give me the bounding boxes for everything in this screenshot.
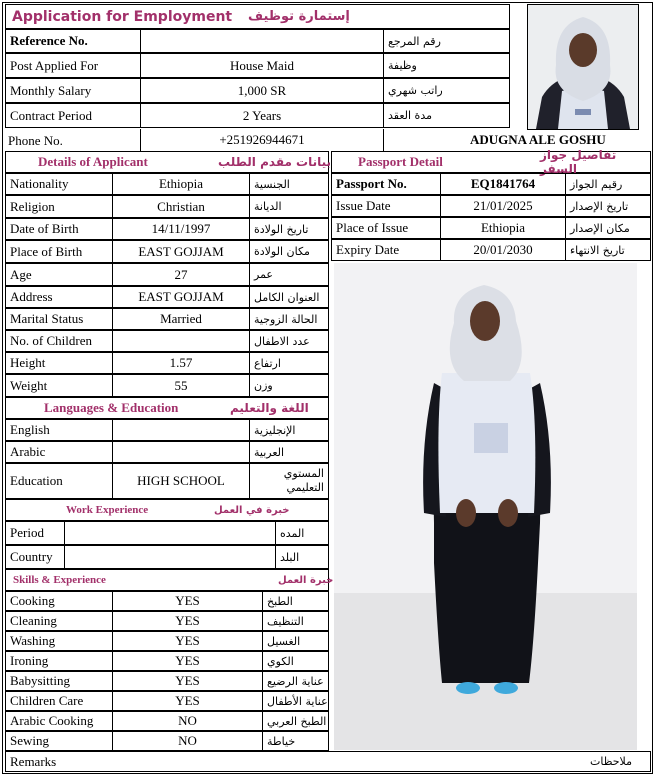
lang-arabic-ar: العربية (249, 441, 329, 463)
reference-value (140, 29, 384, 53)
contract-label: Contract Period (5, 103, 141, 128)
detail-place-of-birth-value: EAST GOJJAM (112, 240, 250, 263)
detail-nationality-label: Nationality (5, 173, 113, 195)
passport-expiry-date-value: 20/01/2030 (440, 239, 566, 261)
detail-date-of-birth-ar: تاريخ الولادة (249, 218, 329, 240)
form-title-ar: إستمارة توظيف (248, 9, 350, 24)
detail-no-of-children-value (112, 330, 250, 352)
detail-weight-value: 55 (112, 374, 250, 397)
detail-height-label: Height (5, 352, 113, 374)
detail-marital-status-label: Marital Status (5, 308, 113, 330)
passport-expiry-date-ar: تاريخ الانتهاء (565, 239, 651, 261)
salary-ar: راتب شهري (383, 78, 510, 103)
skill-sewing-label: Sewing (5, 731, 113, 751)
skill-ironing-ar: الكوي (262, 651, 329, 671)
passport-passport-no-label: Passport No. (331, 173, 441, 195)
detail-age-value: 27 (112, 263, 250, 286)
detail-height-ar: ارتفاع (249, 352, 329, 374)
passport-passport-no-value: EQ1841764 (440, 173, 566, 195)
remarks-label: Remarks (10, 753, 57, 769)
skill-children-care-label: Children Care (5, 691, 113, 711)
skill-ironing-value: YES (112, 651, 263, 671)
passport-place-of-issue-label: Place of Issue (331, 217, 441, 239)
passport-issue-date-value: 21/01/2025 (440, 195, 566, 217)
education-value: HIGH SCHOOL (112, 463, 250, 499)
skill-cleaning-label: Cleaning (5, 611, 113, 631)
salary-label: Monthly Salary (5, 78, 141, 103)
reference-ar: رقم المرجع (383, 29, 510, 53)
details-title-en: Details of Applicant (38, 154, 148, 169)
detail-no-of-children-ar: عدد الاطفال (249, 330, 329, 352)
work-title-en: Work Experience (66, 504, 149, 516)
remarks-row (5, 751, 651, 772)
work-country-value (64, 545, 276, 569)
skill-sewing-value: NO (112, 731, 263, 751)
detail-address-label: Address (5, 286, 113, 308)
passport-expiry-date-label: Expiry Date (331, 239, 441, 261)
detail-age-ar: عمر (249, 263, 329, 286)
phone-label: Phone No. (8, 133, 63, 148)
remarks-ar: ملاحظات (590, 755, 632, 768)
detail-address-value: EAST GOJJAM (112, 286, 250, 308)
languages-title-en: Languages & Education (44, 400, 179, 415)
applicant-full-photo (334, 263, 637, 750)
detail-address-ar: العنوان الكامل (249, 286, 329, 308)
detail-weight-ar: وزن (249, 374, 329, 397)
post-value: House Maid (140, 53, 384, 78)
skill-babysitting-ar: عناية الرضيع (262, 671, 329, 691)
work-country-ar: البلد (275, 545, 329, 569)
detail-place-of-birth-label: Place of Birth (5, 240, 113, 263)
skill-cooking-label: Cooking (5, 591, 113, 611)
passport-title-ar: تفاصيل جواز السفر (540, 148, 617, 176)
education-label: Education (5, 463, 113, 499)
education-ar: المستوي التعليمي (249, 463, 329, 499)
languages-title-ar: اللغة والتعليم (230, 401, 309, 415)
detail-religion-ar: الديانة (249, 195, 329, 218)
contract-value: 2 Years (140, 103, 384, 128)
skill-cleaning-value: YES (112, 611, 263, 631)
skill-children-care-ar: عناية الأطفال (262, 691, 329, 711)
salary-value: 1,000 SR (140, 78, 384, 103)
detail-weight-label: Weight (5, 374, 113, 397)
lang-arabic-label: Arabic (5, 441, 113, 463)
work-country-label: Country (5, 545, 65, 569)
lang-english-label: English (5, 419, 113, 441)
lang-english-ar: الإنجليزية (249, 419, 329, 441)
detail-age-label: Age (5, 263, 113, 286)
skill-washing-ar: الغسيل (262, 631, 329, 651)
skill-babysitting-value: YES (112, 671, 263, 691)
detail-height-value: 1.57 (112, 352, 250, 374)
skill-children-care-value: YES (112, 691, 263, 711)
detail-no-of-children-label: No. of Children (5, 330, 113, 352)
detail-nationality-ar: الجنسية (249, 173, 329, 195)
skills-title-en: Skills & Experience (13, 574, 106, 586)
detail-date-of-birth-label: Date of Birth (5, 218, 113, 240)
skill-cooking-value: YES (112, 591, 263, 611)
skill-cooking-ar: الطبخ (262, 591, 329, 611)
passport-place-of-issue-value: Ethiopia (440, 217, 566, 239)
lang-arabic-value (112, 441, 250, 463)
skill-arabic-cooking-label: Arabic Cooking (5, 711, 113, 731)
detail-place-of-birth-ar: مكان الولادة (249, 240, 329, 263)
work-title-ar: خبرة في العمل (214, 504, 290, 516)
skill-ironing-label: Ironing (5, 651, 113, 671)
passport-passport-no-ar: رقيم الجواز (565, 173, 651, 195)
passport-place-of-issue-ar: مكان الإصدار (565, 217, 651, 239)
detail-date-of-birth-value: 14/11/1997 (112, 218, 250, 240)
detail-marital-status-value: Married (112, 308, 250, 330)
work-period-value (64, 521, 276, 545)
passport-title-en: Passport Detail (358, 154, 443, 169)
skills-title-ar: خبرة العمل (278, 574, 334, 586)
passport-issue-date-ar: تاريخ الإصدار (565, 195, 651, 217)
detail-marital-status-ar: الحالة الزوجية (249, 308, 329, 330)
detail-nationality-value: Ethiopia (112, 173, 250, 195)
detail-religion-value: Christian (112, 195, 250, 218)
contract-ar: مدة العقد (383, 103, 510, 128)
skill-arabic-cooking-value: NO (112, 711, 263, 731)
work-period-ar: المده (275, 521, 329, 545)
skill-washing-value: YES (112, 631, 263, 651)
passport-issue-date-label: Issue Date (331, 195, 441, 217)
phone-value: +251926944671 (140, 129, 384, 151)
detail-religion-label: Religion (5, 195, 113, 218)
reference-label: Reference No. (5, 29, 141, 53)
details-title-ar: بيانات مقدم الطلب (218, 155, 332, 169)
applicant-portrait (527, 4, 639, 130)
skill-arabic-cooking-ar: الطبخ العربي (262, 711, 329, 731)
work-period-label: Period (5, 521, 65, 545)
form-title-en: Application for Employment (12, 8, 233, 25)
skill-sewing-ar: خياطة (262, 731, 329, 751)
skill-cleaning-ar: التنظيف (262, 611, 329, 631)
post-label: Post Applied For (5, 53, 141, 78)
skill-babysitting-label: Babysitting (5, 671, 113, 691)
skill-washing-label: Washing (5, 631, 113, 651)
lang-english-value (112, 419, 250, 441)
post-ar: وظيفة (383, 53, 510, 78)
applicant-name: ADUGNA ALE GOSHU (470, 132, 606, 147)
